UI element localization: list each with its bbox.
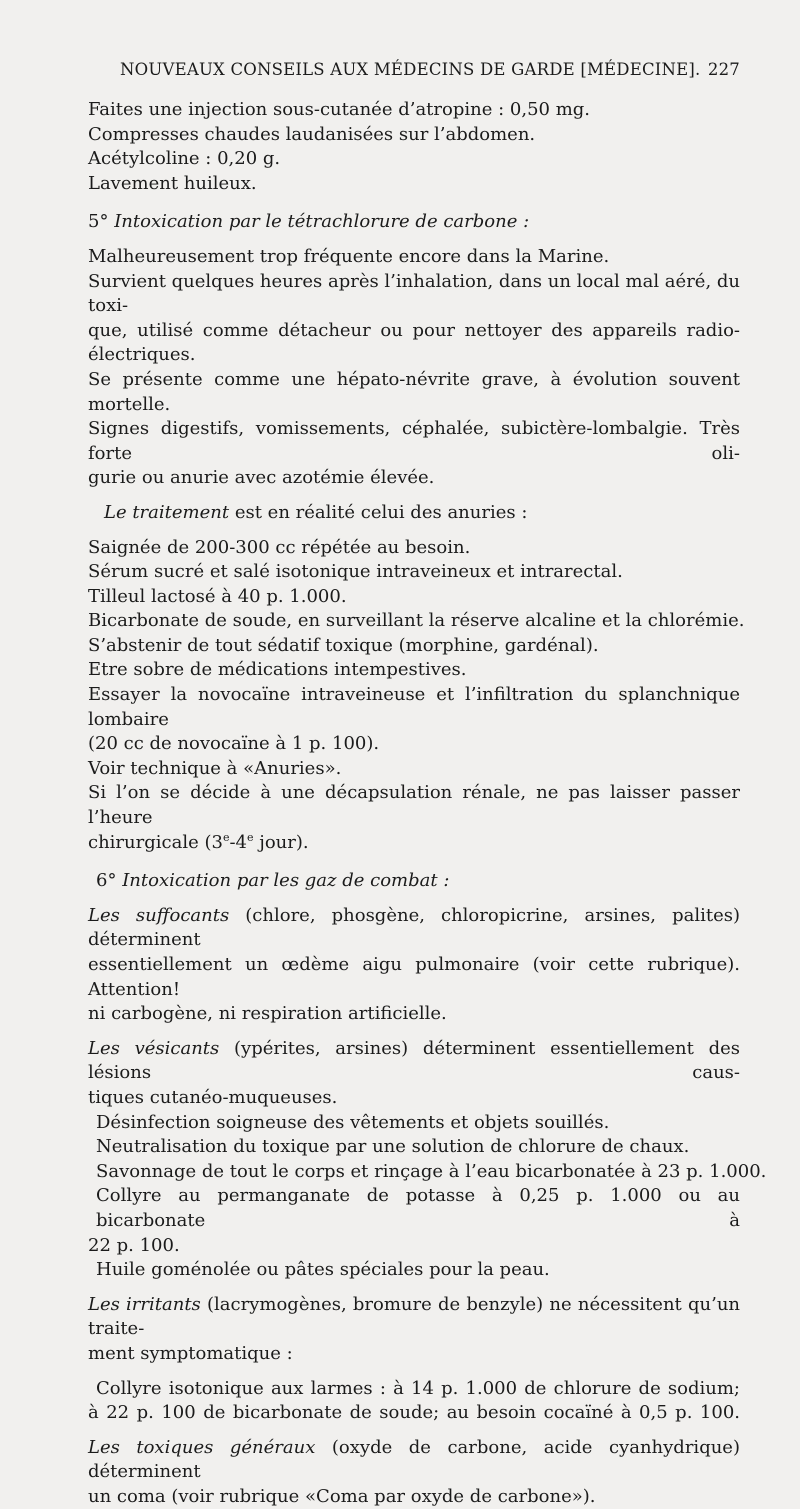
section-number: 5° bbox=[88, 211, 109, 233]
text-line bbox=[88, 831, 740, 856]
text-line: Si l’on se décide à une décapsulation rénale, ne pas laisser passer l’heure bbox=[88, 782, 740, 829]
text-line: 22 p. 100. bbox=[88, 1234, 180, 1256]
text-line: Malheureusement trop fréquente encore dans la Marine. bbox=[88, 245, 610, 267]
text-line: Neutralisation du toxique par une solution de chlorure de chaux. bbox=[96, 1136, 690, 1158]
italic-lead: Le traitement bbox=[104, 501, 230, 523]
italic-lead: Les vésicants bbox=[88, 1037, 220, 1059]
superscript: e bbox=[222, 830, 230, 844]
section-title: Intoxication par le tétrachlorure de carbone : bbox=[114, 211, 530, 233]
section-heading-5 bbox=[88, 210, 740, 235]
text-line: ni carbogène, ni respiration artificielle. bbox=[88, 1003, 447, 1025]
text-line: que, utilisé comme détacheur ou pour nettoyer des appareils radio-électriques. bbox=[88, 319, 740, 366]
text-run: est en réalité celui des anuries : bbox=[234, 501, 528, 523]
text-line: Survient quelques heures après l’inhalation, dans un local mal aéré, du toxi- bbox=[88, 270, 741, 317]
text-line: Etre sobre de médications intempestives. bbox=[88, 659, 467, 681]
text-line: Collyre au permanganate de potasse à 0,25 p. 1.000 ou au bicarbonate à bbox=[96, 1185, 740, 1231]
text-run: -4 bbox=[229, 831, 247, 853]
paragraph-lead bbox=[88, 904, 740, 953]
text-run: (ypérites, arsines) déterminent essentiellement des lésions caus- bbox=[88, 1037, 740, 1084]
text-line: Essayer la novocaïne intraveineuse et l’infiltration du splanchnique lombaire bbox=[88, 684, 740, 730]
text-line: un coma (voir rubrique «Coma par oxyde de carbone»). bbox=[88, 1485, 596, 1507]
text-run: (chlore, phosgène, chloropicrine, arsines, palites) déterminent bbox=[88, 904, 740, 951]
text-line: Collyre isotonique aux larmes : à 14 p. 1.000 de chlorure de sodium; bbox=[96, 1377, 740, 1399]
paragraph-lead bbox=[88, 1037, 740, 1086]
section-number: 6° bbox=[96, 870, 117, 892]
italic-lead: Les suffocants bbox=[88, 904, 230, 926]
section-title: Intoxication par les gaz de combat : bbox=[122, 870, 450, 892]
text-line: essentiellement un œdème aigu pulmonaire (voir cette rubrique). Attention! bbox=[88, 954, 740, 1000]
text-run: (lacrymogènes, bromure de benzyle) ne nécessitent qu’un traite- bbox=[88, 1293, 741, 1340]
text-run: (oxyde de carbone, acide cyanhydrique) déterminent bbox=[88, 1436, 740, 1483]
text-line: Tilleul lactosé à 40 p. 1.000. bbox=[88, 585, 347, 607]
text-run: chirurgicale (3 bbox=[88, 831, 223, 853]
text-line: Se présente comme une hépato-névrite grave, à évolution souvent mortelle. bbox=[88, 368, 740, 415]
superscript: e bbox=[247, 830, 254, 844]
text-line: Huile goménolée ou pâtes spéciales pour la peau. bbox=[96, 1259, 550, 1281]
page-body bbox=[88, 98, 767, 1509]
text-line: à 22 p. 100 de bicarbonate de soude; au besoin cocaïné à 0,5 p. 100. bbox=[88, 1402, 740, 1424]
text-line: Faites une injection sous-cutanée d’atropine : 0,50 mg. bbox=[88, 99, 591, 120]
text-line: Voir technique à «Anuries». bbox=[88, 757, 342, 779]
paragraph-lead bbox=[88, 1436, 740, 1485]
text-line: S’abstenir de tout sédatif toxique (morphine, gardénal). bbox=[88, 634, 599, 656]
text-line: gurie ou anurie avec azotémie élevée. bbox=[88, 467, 435, 489]
text-line: Bicarbonate de soude, en surveillant la réserve alcaline et la chlorémie. bbox=[88, 610, 745, 632]
text-run: jour). bbox=[253, 831, 309, 853]
text-line: ment symptomatique : bbox=[88, 1342, 293, 1364]
section-heading-6 bbox=[88, 869, 740, 894]
text-line: Acétylcoline : 0,20 g. bbox=[88, 148, 281, 170]
page-number: 227 bbox=[707, 60, 740, 79]
text-line: Lavement huileux. bbox=[88, 172, 257, 194]
text-line: Désinfection soigneuse des vêtements et objets souillés. bbox=[96, 1111, 610, 1133]
header-title: NOUVEAUX CONSEILS AUX MÉDECINS DE GARDE [MÉDECINE]. bbox=[120, 60, 701, 79]
paragraph-lead bbox=[88, 501, 740, 526]
italic-lead: Les toxiques généraux bbox=[88, 1436, 316, 1458]
italic-lead: Les irritants bbox=[88, 1293, 201, 1315]
text-line: tiques cutanéo-muqueuses. bbox=[88, 1086, 338, 1108]
text-line: Savonnage de tout le corps et rinçage à l’eau bicarbonatée à 23 p. 1.000. bbox=[96, 1160, 767, 1182]
running-header bbox=[120, 60, 740, 79]
text-line: Signes digestifs, vomissements, céphalée, subictère-lombalgie. Très forte oli- bbox=[88, 418, 740, 464]
text-line: Sérum sucré et salé isotonique intraveineux et intrarectal. bbox=[88, 561, 623, 583]
paragraph-lead bbox=[88, 1293, 740, 1342]
text-line: (20 cc de novocaïne à 1 p. 100). bbox=[88, 733, 380, 755]
text-line: Saignée de 200-300 cc répétée au besoin. bbox=[88, 536, 471, 558]
text-line: Compresses chaudes laudanisées sur l’abdomen. bbox=[88, 123, 536, 145]
